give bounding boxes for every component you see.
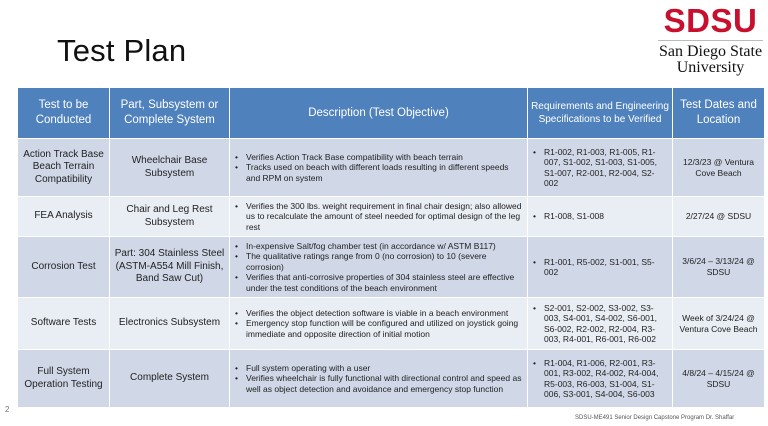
- cell-part: Complete System: [110, 350, 230, 408]
- cell-dates: 3/6/24 – 3/13/24 @ SDSU: [673, 237, 765, 298]
- cell-description: [230, 237, 528, 298]
- header-part: Part, Subsystem or Complete System: [110, 88, 230, 139]
- description-bullet: • Emergency stop function will be configured and utilized on joystick going immediate and opposite direction of initial motion: [246, 318, 523, 339]
- header-requirements: Requirements and Engineering Specifications to be Verified: [528, 88, 673, 139]
- cell-description: [230, 139, 528, 197]
- description-bullet: • Verifies wheelchair is fully functional with directional control and speed as well as object detection and avoidance and emergency stop function: [246, 373, 523, 394]
- specs-bullet: • R1-002, R1-003, R1-005, R1-007, S1-002, S1-003, S1-005, S1-007, R2-001, R2-004, S2-002: [544, 147, 668, 189]
- cell-test: Corrosion Test: [18, 237, 110, 298]
- test-plan-table: [17, 87, 765, 408]
- table-header-row: [18, 88, 765, 139]
- table-row: [18, 139, 765, 197]
- description-bullet: • The qualitative ratings range from 0 (no corrosion) to 10 (severe corrosion): [246, 251, 523, 272]
- logo-line-2: University: [676, 59, 745, 76]
- description-bullet: • Verifies the 300 lbs. weight requirement in final chair design; also allowed us to recalculate the amount of steel needed for optimal design of the leg rest: [246, 201, 523, 233]
- header-dates: Test Dates and Location: [673, 88, 765, 139]
- cell-dates: 2/27/24 @ SDSU: [673, 197, 765, 237]
- cell-test: Full System Operation Testing: [18, 350, 110, 408]
- cell-description: [230, 350, 528, 408]
- cell-specs: [528, 197, 673, 237]
- specs-bullet: • S2-001, S2-002, S3-002, S3-003, S4-001, S4-002, S6-001, S6-002, R2-002, R2-004, R3-003, R4-001, R6-001, R6-002: [544, 303, 668, 345]
- cell-part: Part: 304 Stainless Steel (ASTM-A554 Mill Finish, Band Saw Cut): [110, 237, 230, 298]
- cell-dates: 12/3/23 @ Ventura Cove Beach: [673, 139, 765, 197]
- table-row: [18, 197, 765, 237]
- cell-description: [230, 197, 528, 237]
- description-bullet: • In-expensive Salt/fog chamber test (in accordance w/ ASTM B117): [246, 241, 523, 252]
- cell-part: Wheelchair Base Subsystem: [110, 139, 230, 197]
- logo-line-1: San Diego State: [658, 43, 763, 60]
- cell-specs: [528, 350, 673, 408]
- header-test: Test to be Conducted: [18, 88, 110, 139]
- description-bullet: • Verifies the object detection software is viable in a beach environment: [246, 308, 523, 319]
- table-row: [18, 298, 765, 350]
- slide-footer: SDSU-ME491 Senior Design Capstone Program Dr. Shaffar: [575, 415, 735, 421]
- description-bullet: • Tracks used on beach with different loads resulting in different speeds and RPM on system: [246, 162, 523, 183]
- specs-bullet: • R1-008, S1-008: [544, 211, 668, 222]
- cell-specs: [528, 237, 673, 298]
- cell-specs: [528, 139, 673, 197]
- specs-bullet: • R1-004, R1-006, R2-001, R3-001, R3-002, R4-002, R4-004, R5-003, R6-003, S1-004, S1-006, S3-001, S4-004, S6-003: [544, 358, 668, 400]
- slide-number: 2: [5, 405, 10, 414]
- cell-specs: [528, 298, 673, 350]
- cell-dates: Week of 3/24/24 @ Ventura Cove Beach: [673, 298, 765, 350]
- cell-part: Chair and Leg Rest Subsystem: [110, 197, 230, 237]
- cell-description: [230, 298, 528, 350]
- description-bullet: • Verifies that anti-corrosive properties of 304 stainless steel are effective under the test conditions of the beach environment: [246, 272, 523, 293]
- description-bullet: • Full system operating with a user: [246, 363, 523, 374]
- cell-part: Electronics Subsystem: [110, 298, 230, 350]
- slide-title: Test Plan: [57, 33, 187, 68]
- cell-dates: 4/8/24 – 4/15/24 @ SDSU: [673, 350, 765, 408]
- cell-test: FEA Analysis: [18, 197, 110, 237]
- table-row: [18, 237, 765, 298]
- specs-bullet: • R1-001, R5-002, S1-001, S5-002: [544, 257, 668, 278]
- cell-test: Software Tests: [18, 298, 110, 350]
- sdsu-logo: [658, 4, 763, 76]
- description-bullet: • Verifies Action Track Base compatibility with beach terrain: [246, 152, 523, 163]
- logo-divider: [658, 40, 763, 41]
- table-row: [18, 350, 765, 408]
- logo-mark: SDSU: [663, 2, 758, 39]
- header-description: Description (Test Objective): [230, 88, 528, 139]
- cell-test: Action Track Base Beach Terrain Compatibility: [18, 139, 110, 197]
